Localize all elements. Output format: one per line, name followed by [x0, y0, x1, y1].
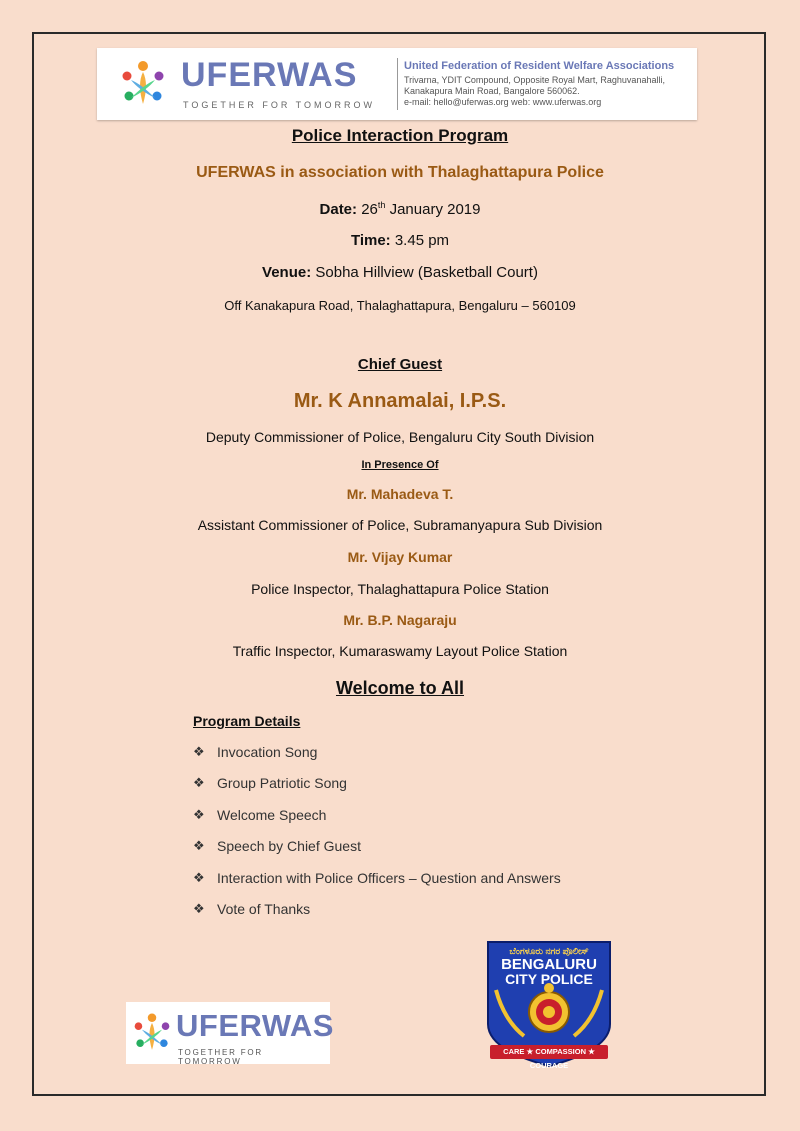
list-item — [193, 775, 561, 806]
guest-name: Mr. Vijay Kumar — [347, 549, 453, 565]
uferwas-logo-icon — [130, 1008, 174, 1058]
event-date — [0, 200, 800, 218]
program-list — [193, 744, 561, 932]
welcome-text: Welcome to All — [335, 678, 465, 698]
event-title: Police Interaction Program — [291, 126, 509, 145]
chief-guest-designation: Deputy Commissioner of Police, Bengaluru City South Division — [205, 429, 595, 445]
diamond-bullet-icon: ❖ — [193, 775, 205, 791]
venue-label: Venue: — [262, 264, 312, 281]
program-item-label: Group Patriotic Song — [217, 775, 347, 792]
date-suffix: th — [377, 200, 386, 210]
badge-line1: BENGALURU — [501, 956, 597, 973]
diamond-bullet-icon: ❖ — [193, 838, 205, 854]
diamond-bullet-icon: ❖ — [193, 869, 205, 885]
time-value: 3.45 pm — [394, 232, 450, 249]
org-address — [404, 75, 694, 108]
program-item-label: Interaction with Police Officers – Question and Answers — [217, 869, 561, 886]
presence-heading: In Presence Of — [361, 459, 439, 471]
footer-tagline: TOGETHER FOR TOMORROW — [178, 1048, 264, 1066]
address-line: Kanakapura Main Road, Bangalore 560062. — [404, 86, 580, 96]
footer-brand: UFERWAS — [176, 1008, 334, 1043]
guest-name: Mr. Mahadeva T. — [346, 486, 454, 502]
org-name: United Federation of Resident Welfare Associations — [404, 60, 675, 72]
address-line: Trivarna, YDIT Compound, Opposite Royal Mart, Raghuvanahalli, — [404, 75, 665, 85]
footer-uferwas-logo — [126, 1002, 334, 1066]
diamond-bullet-icon: ❖ — [193, 806, 205, 822]
event-venue — [0, 264, 800, 281]
header-divider — [397, 58, 398, 110]
guest-name: Mr. B.P. Nagaraju — [343, 612, 457, 628]
program-item-label: Vote of Thanks — [217, 900, 311, 917]
list-item — [193, 870, 561, 901]
header-brand: UFERWAS — [181, 56, 358, 94]
contact-line: e-mail: hello@uferwas.org web: www.uferwas.org — [404, 97, 602, 107]
program-details-heading: Program Details — [193, 713, 301, 729]
event-association: UFERWAS in association with Thalaghattapura Police — [196, 164, 604, 181]
chief-guest-name: Mr. K Annamalai, I.P.S. — [293, 390, 507, 412]
badge-line2: CITY POLICE — [505, 971, 593, 987]
uferwas-logo-icon — [117, 58, 169, 110]
venue-address: Off Kanakapura Road, Thalaghattapura, Bengaluru – 560109 — [224, 298, 576, 313]
event-time — [0, 232, 800, 249]
time-label: Time: — [350, 232, 391, 249]
header-tagline: TOGETHER FOR TOMORROW — [183, 100, 376, 110]
list-item — [193, 807, 561, 838]
badge-motto: CARE ★ COMPASSION ★ COURAGE — [490, 1045, 608, 1059]
venue-value: Sobha Hillview (Basketball Court) — [315, 264, 538, 281]
guest-designation: Assistant Commissioner of Police, Subramanyapura Sub Division — [197, 517, 603, 533]
program-item-label: Invocation Song — [217, 744, 318, 760]
program-item-label: Welcome Speech — [217, 806, 327, 823]
date-day: 26 — [361, 201, 378, 218]
list-item — [193, 901, 561, 932]
police-badge — [484, 940, 614, 1068]
date-rest: January 2019 — [389, 201, 481, 218]
letterhead — [97, 48, 697, 120]
badge-kannada-text: ಬೆಂಗಳೂರು ನಗರ ಪೊಲೀಸ್ — [509, 946, 589, 956]
diamond-bullet-icon: ❖ — [193, 744, 205, 759]
chief-guest-heading: Chief Guest — [357, 356, 443, 373]
guest-designation: Police Inspector, Thalaghattapura Police Station — [251, 581, 549, 597]
program-item-label: Speech by Chief Guest — [217, 838, 361, 855]
diamond-bullet-icon: ❖ — [193, 900, 205, 916]
date-label: Date: — [319, 201, 358, 218]
list-item — [193, 838, 561, 869]
list-item — [193, 744, 561, 775]
guest-designation: Traffic Inspector, Kumaraswamy Layout Police Station — [232, 643, 568, 659]
